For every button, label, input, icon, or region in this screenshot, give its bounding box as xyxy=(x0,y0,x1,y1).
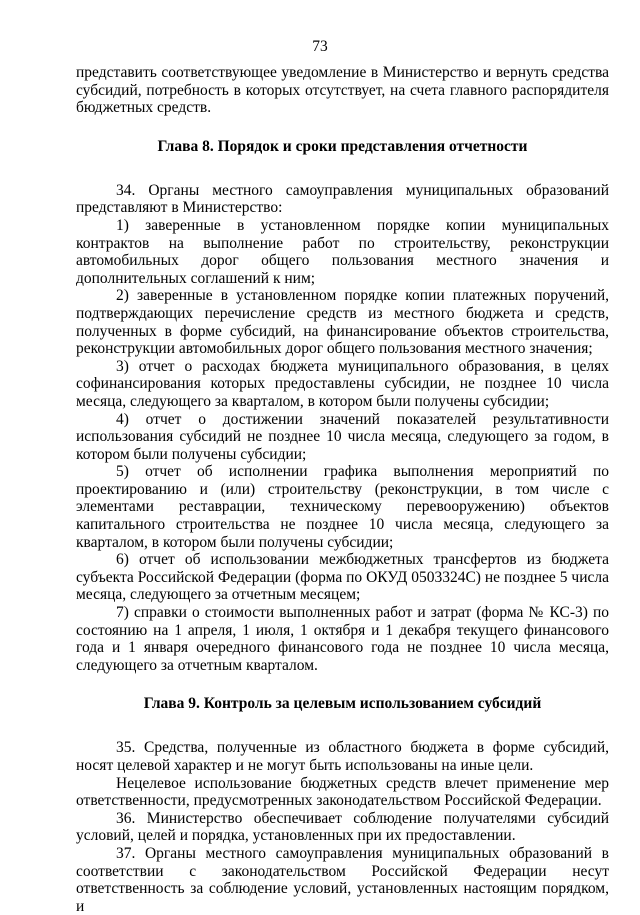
list-item-2: 2) заверенные в установленном порядке копии платежных поручений, подтверждающих перечисление средств из местного бюджета и средств, полученных в форме субсидий, на финансирование объектов строительства, реконструкции автомобильных дорог общего пользования местного значения; xyxy=(76,287,609,358)
list-item-6: 6) отчет об использовании межбюджетных трансфертов из бюджета субъекта Российской Федерации (форма по ОКУД 0503324С) не позднее 5 числа месяца, следующего за отчетным месяцем; xyxy=(76,551,609,604)
list-item-7: 7) справки о стоимости выполненных работ и затрат (форма № КС-3) по состоянию на 1 апреля, 1 июля, 1 октября и 1 декабря текущего финансового года и 1 января очередного финансового года не позднее 10 числа месяца, следующего за отчетным кварталом. xyxy=(76,604,609,674)
list-item-4: 4) отчет о достижении значений показателей результативности использования субсидий не позднее 10 числа месяца, следующего за годом, в котором были получены субсидии; xyxy=(76,410,609,463)
document-body xyxy=(76,64,609,915)
chapter-8-heading: Глава 8. Порядок и сроки представления отчетности xyxy=(157,137,528,155)
paragraph-36: 36. Министерство обеспечивает соблюдение получателями субсидий условий, целей и порядка, установленных при их предоставлении. xyxy=(76,809,609,845)
intro-paragraph: представить соответствующее уведомление в Министерство и вернуть средства субсидий, потребность в которых отсутствует, на счета главного распорядителя бюджетных средств. xyxy=(76,64,609,117)
chapter-9-heading: Глава 9. Контроль за целевым использованием субсидий xyxy=(143,695,542,713)
page-number: 73 xyxy=(312,38,328,55)
paragraph-37: 37. Органы местного самоуправления муниципальных образований в соответствии с законодательством Российской Федерации несут ответственность за соблюдение условий, установленных настоящим порядком, и xyxy=(76,844,609,915)
paragraph-35: 35. Средства, полученные из областного бюджета в форме субсидий, носят целевой характер и не могут быть использованы на иные цели. xyxy=(76,739,609,774)
list-item-3: 3) отчет о расходах бюджета муниципального образования, в целях софинансирования которых предоставлены субсидии, не позднее 10 числа месяца, следующего за кварталом, в котором были получены субсидии; xyxy=(76,357,609,410)
paragraph-34: 34. Органы местного самоуправления муниципальных образований представляют в Министерство: xyxy=(76,181,609,217)
list-item-1: 1) заверенные в установленном порядке копии муниципальных контрактов на выполнение работ по строительству, реконструкции автомобильных дорог общего пользования местного значения и дополнительных соглашений к ним; xyxy=(76,216,609,287)
list-item-5: 5) отчет об исполнении графика выполнения мероприятий по проектированию и (или) строительству (реконструкции, в том числе с элементами реставрации, техническому перевооружению) объектов капитального строительства не позднее 10 числа месяца, следующего за кварталом, в котором были получены субсидии; xyxy=(76,463,609,551)
paragraph-35-continued: Нецелевое использование бюджетных средств влечет применение мер ответственности, предусмотренных законодательством Российской Федерации. xyxy=(76,774,609,810)
